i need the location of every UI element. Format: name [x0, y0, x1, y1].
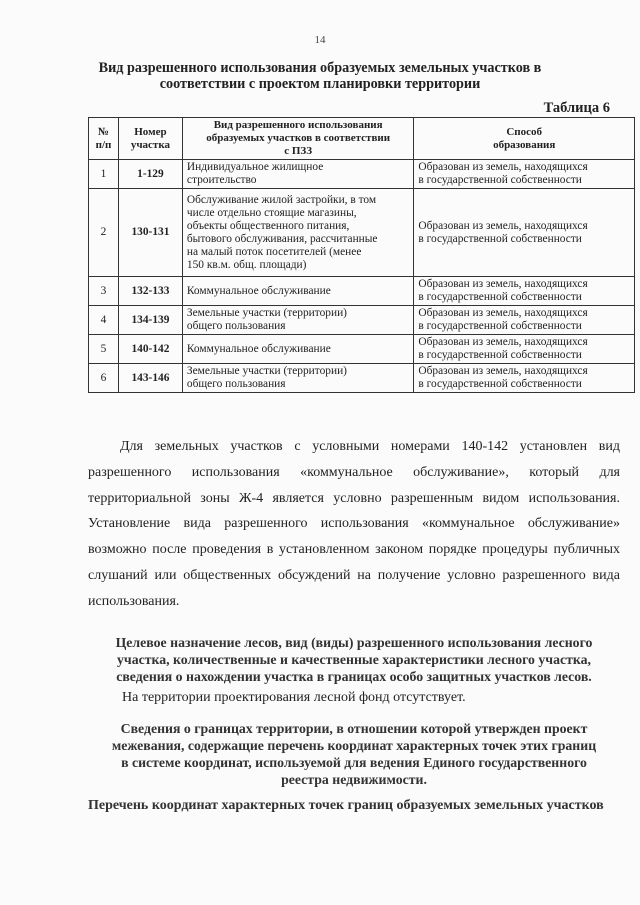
page-title — [80, 60, 560, 92]
header-use — [182, 118, 414, 160]
cell-num: 3 — [89, 277, 119, 306]
cell-method — [414, 277, 635, 306]
text-line: объекты общественного питания, — [186, 219, 350, 232]
table-row — [89, 335, 635, 364]
header-method — [414, 118, 635, 160]
cell-use — [182, 364, 414, 393]
table-caption: Таблица 6 — [543, 100, 610, 116]
text-line: участка, количественные и качественные характеристики лесного участка, — [117, 652, 591, 667]
cell-use — [182, 335, 414, 364]
cell-num: 6 — [89, 364, 119, 393]
cell-use — [182, 189, 414, 277]
table-row — [89, 160, 635, 189]
text-line: Образован из земель, находящихся — [418, 307, 588, 319]
text-line: Земельные участки (территории) — [186, 307, 347, 319]
text-line: сведения о нахождении участка в границах особо защитных участков лесов. — [116, 669, 592, 684]
cell-method — [414, 335, 635, 364]
cell-num: 4 — [89, 306, 119, 335]
text-line: Образован из земель, находящихся — [418, 161, 588, 173]
cell-plot: 143-146 — [118, 364, 182, 393]
cell-plot: 134-139 — [118, 306, 182, 335]
text-line: Номер — [134, 125, 167, 138]
text-line: общего пользования — [186, 378, 286, 390]
text-line: в системе координат, используемой для ведения Единого государственного — [121, 755, 587, 770]
cell-use — [182, 277, 414, 306]
text-line: бытового обслуживания, рассчитанные — [186, 232, 378, 245]
text-line: Целевое назначение лесов, вид (виды) разрешенного использования лесного — [115, 635, 593, 650]
text-line: в государственной собственности — [418, 378, 582, 390]
text-line: Образован из земель, находящихся — [418, 336, 588, 348]
cell-plot: 132-133 — [118, 277, 182, 306]
land-use-table — [88, 117, 635, 393]
heading-borders — [88, 720, 620, 788]
cell-plot: 140-142 — [118, 335, 182, 364]
text-line: в государственной собственности — [418, 291, 582, 303]
text-line: п/п — [95, 138, 112, 151]
heading-coordinates: Перечень координат характерных точек границ образуемых земельных участков — [88, 798, 604, 813]
text-line: Коммунальное обслуживание — [186, 342, 331, 355]
text-line: строительство — [186, 174, 257, 186]
cell-num: 2 — [89, 189, 119, 277]
text-line: участка — [130, 138, 170, 151]
text-line: межевания, содержащие перечень координат характерных точек этих границ — [111, 738, 597, 753]
text-line: образуемых участков в соответствии — [206, 132, 391, 144]
paragraph-conditional-use: Для земельных участков с условными номерами 140-142 установлен вид разрешенного использования «коммунальное обслуживание», который для территориальной зоны Ж-4 является условно разрешенным видом использования. Установление вида разрешенного использования «коммунальное обслуживание» возможно после проведения в установленном законом порядке процедуры публичных слушаний или общественных обсуждений на получение условно разрешенного вида использования. — [88, 439, 620, 609]
cell-method — [414, 160, 635, 189]
paragraph-forest-fund: На территории проектирования лесной фонд отсутствует. — [122, 690, 466, 705]
text-line: Образован из земель, находящихся — [418, 365, 588, 377]
cell-method — [414, 364, 635, 393]
text-line: Способ — [506, 125, 543, 138]
text-line: в государственной собственности — [418, 320, 582, 332]
text-line: в государственной собственности — [418, 174, 582, 186]
table-row — [89, 277, 635, 306]
table-row — [89, 189, 635, 277]
table-row — [89, 306, 635, 335]
cell-method — [414, 306, 635, 335]
text-line: реестра недвижимости. — [281, 772, 427, 787]
table-row — [89, 364, 635, 393]
text-line: Обслуживание жилой застройки, в том — [186, 193, 377, 206]
text-line: Земельные участки (территории) — [186, 365, 347, 377]
header-plot — [118, 118, 182, 160]
title-line: Вид разрешенного использования образуемых земельных участков в — [98, 60, 542, 76]
cell-method — [414, 189, 635, 277]
cell-use — [182, 160, 414, 189]
text-line: 150 кв.м. общ. площади) — [186, 258, 307, 271]
title-line: соответствии с проектом планировки территории — [159, 76, 481, 92]
cell-plot: 130-131 — [118, 189, 182, 277]
table-header-row — [89, 118, 635, 160]
text-line: Вид разрешенного использования — [213, 119, 383, 131]
text-line: Образован из земель, находящихся — [418, 278, 588, 290]
text-line: № — [97, 125, 109, 138]
text-line: общего пользования — [186, 320, 286, 332]
text-line: Сведения о границах территории, в отношении которой утвержден проект — [120, 721, 588, 736]
text-line: Образован из земель, находящихся — [418, 219, 588, 232]
text-line: Индивидуальное жилищное — [186, 161, 324, 173]
cell-plot: 1-129 — [118, 160, 182, 189]
cell-use — [182, 306, 414, 335]
cell-num: 1 — [89, 160, 119, 189]
heading-forest — [88, 634, 620, 685]
text-line: в государственной собственности — [418, 232, 582, 245]
text-line: с ПЗЗ — [284, 145, 313, 157]
text-line: числе отдельно стоящие магазины, — [186, 206, 357, 219]
text-line: в государственной собственности — [418, 349, 582, 361]
text-line: Коммунальное обслуживание — [186, 284, 331, 297]
text-line: образования — [493, 138, 556, 151]
cell-num: 5 — [89, 335, 119, 364]
header-num — [89, 118, 119, 160]
page-number: 14 — [314, 34, 326, 46]
text-line: на малый поток посетителей (менее — [186, 245, 362, 258]
